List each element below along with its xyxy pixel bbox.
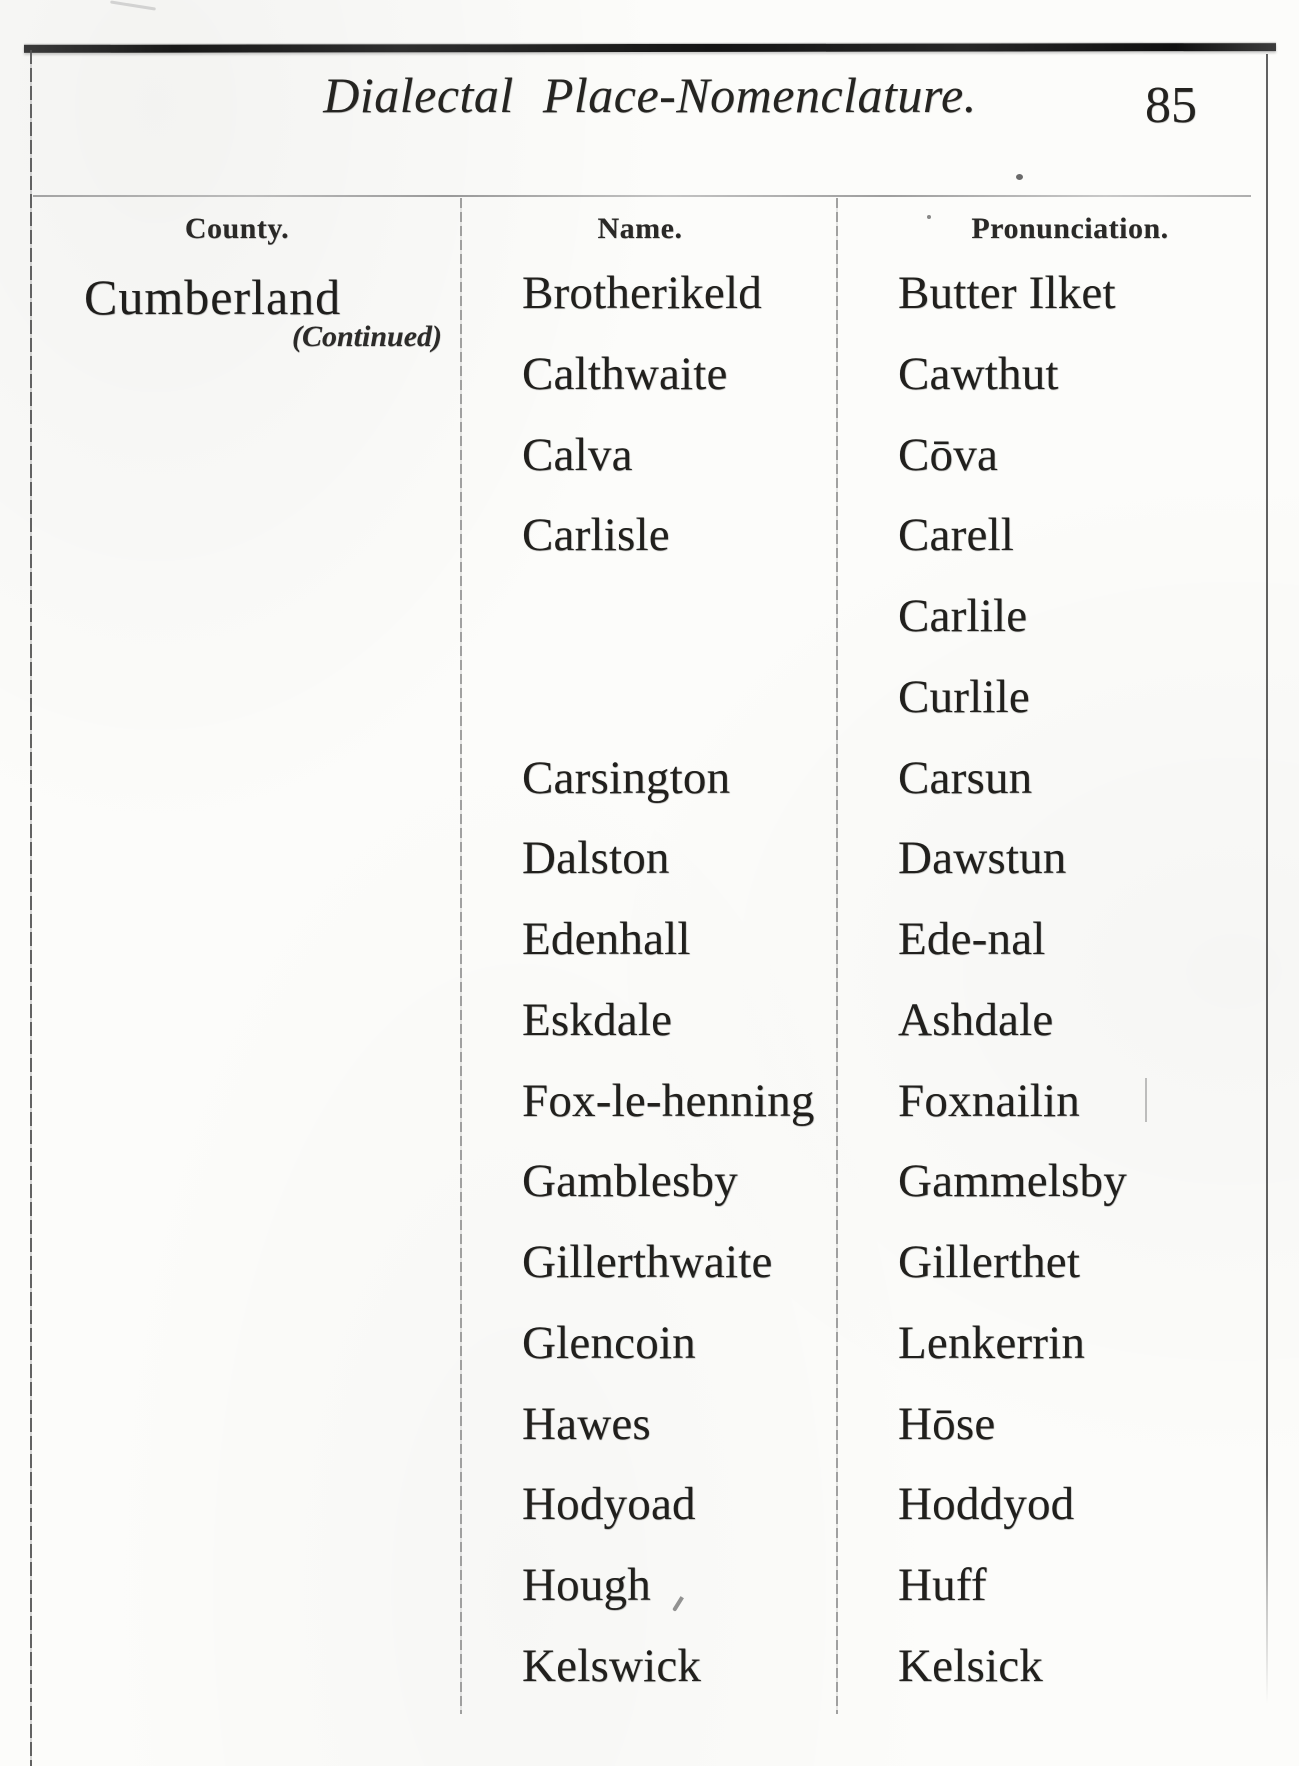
place-name-cell: Brotherikeld bbox=[522, 267, 762, 319]
table-row bbox=[0, 589, 1299, 670]
pronunciation-cell: Foxnailin bbox=[898, 1074, 1080, 1127]
pronunciation-cell: Dawstun bbox=[898, 832, 1067, 885]
place-name-cell: Kelswick bbox=[522, 1639, 702, 1692]
county-name: Cumberland bbox=[84, 269, 342, 325]
table-row bbox=[0, 1074, 1299, 1155]
scan-smudge bbox=[110, 0, 156, 10]
scan-line-artifact bbox=[1145, 1078, 1147, 1122]
page-number: 85 bbox=[1145, 77, 1197, 134]
ink-speck bbox=[1016, 174, 1023, 180]
table-row bbox=[0, 1558, 1299, 1639]
pronunciation-cell: Ede-nal bbox=[898, 913, 1046, 965]
table-row bbox=[0, 993, 1299, 1074]
pronunciation-cell: Gillerthet bbox=[898, 1236, 1081, 1288]
column-header-county: County. bbox=[184, 212, 290, 245]
place-name-cell: Gamblesby bbox=[522, 1155, 738, 1208]
header-divider-rule bbox=[33, 195, 1251, 197]
page-title: Dialectal Place-Nomenclature. bbox=[323, 67, 977, 123]
pronunciation-cell: Cōva bbox=[898, 428, 999, 481]
place-name-cell: Dalston bbox=[522, 832, 670, 885]
pronunciation-cell: Ashdale bbox=[898, 993, 1054, 1046]
place-name-cell: Calva bbox=[522, 428, 633, 481]
table-row bbox=[0, 670, 1299, 751]
county-continued-note: (Continued) bbox=[291, 320, 442, 353]
table-row bbox=[0, 831, 1299, 912]
place-name-cell: Eskdale bbox=[522, 993, 673, 1046]
place-name-cell: Carsington bbox=[522, 751, 731, 804]
place-name-cell: Hough bbox=[522, 1559, 651, 1611]
column-header-name: Name. bbox=[597, 212, 683, 245]
pronunciation-cell: Carell bbox=[898, 509, 1015, 562]
pronunciation-cell: Huff bbox=[898, 1559, 987, 1611]
pronunciation-cell: Butter Ilket bbox=[898, 267, 1116, 319]
place-name-cell: Glencoin bbox=[522, 1316, 696, 1369]
ink-speck bbox=[927, 215, 931, 219]
pronunciation-cell: Hōse bbox=[898, 1397, 996, 1450]
column-header-pronunciation: Pronunciation. bbox=[971, 212, 1169, 245]
table-row bbox=[0, 912, 1299, 993]
pronunciation-cell: Kelsick bbox=[898, 1639, 1043, 1692]
pronunciation-cell: Gammelsby bbox=[898, 1155, 1127, 1208]
place-name-cell: Hawes bbox=[522, 1397, 651, 1450]
table-row bbox=[0, 1154, 1299, 1235]
pronunciation-cell: Curlile bbox=[898, 670, 1030, 723]
table-row bbox=[0, 347, 1299, 428]
place-name-cell: Calthwaite bbox=[522, 347, 728, 400]
pronunciation-cell: Carlile bbox=[898, 590, 1028, 642]
place-name-cell: Carlisle bbox=[522, 509, 670, 562]
table-row bbox=[0, 1477, 1299, 1558]
table-row bbox=[0, 1639, 1299, 1720]
table-body bbox=[0, 266, 1299, 1720]
table-row bbox=[0, 428, 1299, 509]
place-name-cell: Edenhall bbox=[522, 913, 691, 965]
place-name-cell: Gillerthwaite bbox=[522, 1236, 773, 1288]
pronunciation-cell: Hoddyod bbox=[898, 1478, 1075, 1531]
place-name-cell: Fox-le-henning bbox=[522, 1074, 815, 1127]
pronunciation-cell: Carsun bbox=[898, 751, 1033, 804]
table-row bbox=[0, 1235, 1299, 1316]
pronunciation-cell: Cawthut bbox=[898, 347, 1059, 400]
place-name-cell: Hodyoad bbox=[522, 1478, 696, 1531]
table-row bbox=[0, 1316, 1299, 1397]
pronunciation-cell: Lenkerrin bbox=[898, 1316, 1086, 1369]
table-row bbox=[0, 266, 1299, 347]
table-row bbox=[0, 1397, 1299, 1478]
top-border-rule bbox=[24, 43, 1276, 53]
table-row bbox=[0, 508, 1299, 589]
table-row bbox=[0, 751, 1299, 832]
